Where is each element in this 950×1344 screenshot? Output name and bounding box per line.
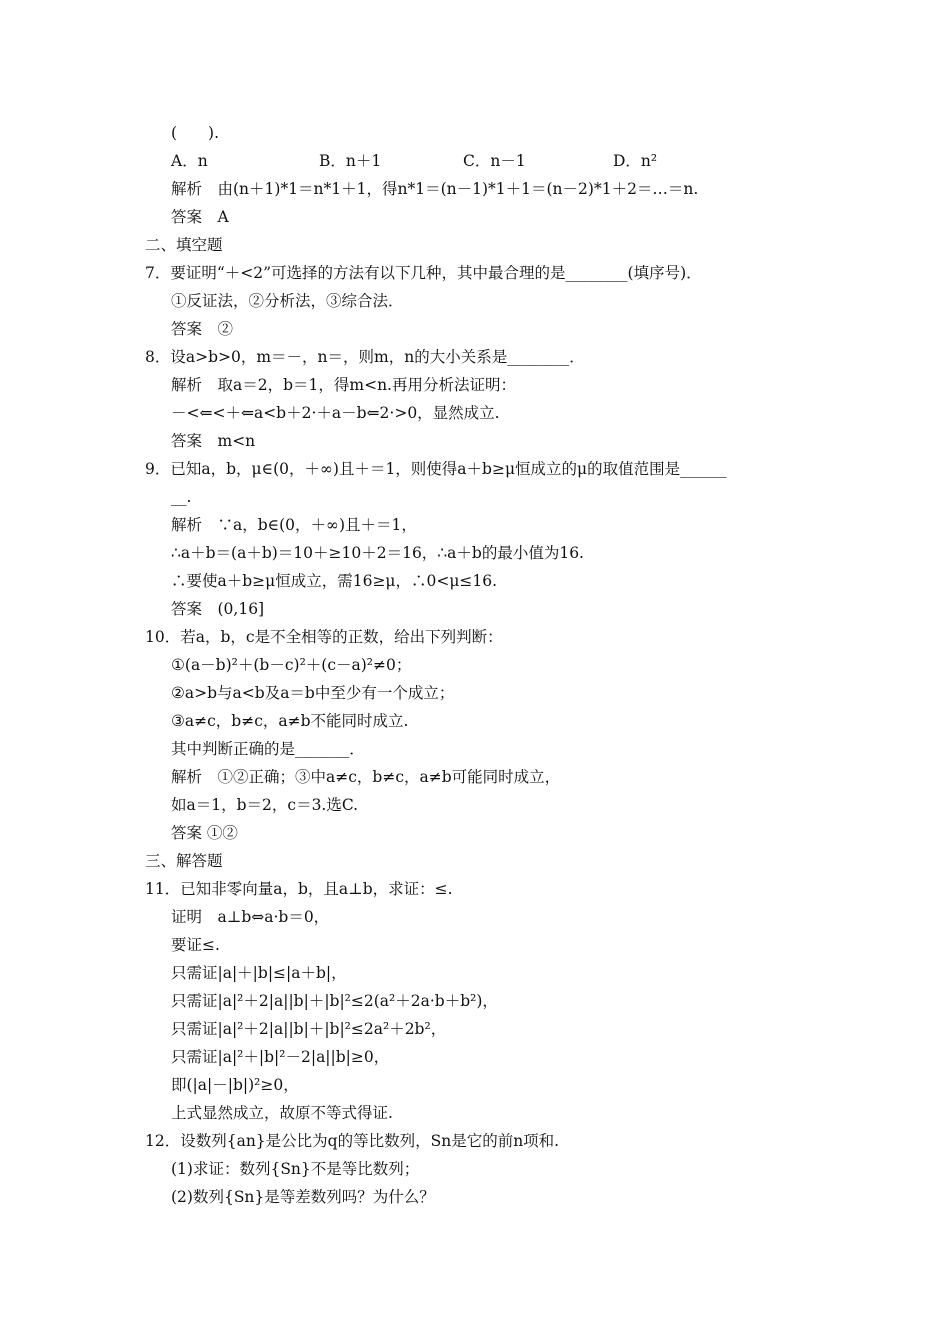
q11-proof-line2: 要证≤. <box>171 936 220 954</box>
q6-option-d: D．n² <box>613 152 658 170</box>
q7-choices: ①反证法，②分析法，③综合法． <box>171 292 404 310</box>
q8-stem: 8．设a>b>0，m＝－，n＝，则m，n的大小关系是________． <box>145 348 585 366</box>
q9-analysis-line1: 解析 ∵a，b∈(0，＋∞)且＋＝1， <box>171 516 417 534</box>
section-heading-fill-in: 二、填空题 <box>145 236 223 254</box>
q11-proof-line5: 只需证|a|²＋2|a||b|＋|b|²≤2a²＋2b²， <box>171 1020 447 1038</box>
q11-proof-line4: 只需证|a|²＋2|a||b|＋|b|²≤2(a²＋2a·b＋b²)， <box>171 992 498 1010</box>
q10-stem: 10．若a，b，c是不全相等的正数，给出下列判断： <box>145 628 503 646</box>
section-heading-solutions: 三、解答题 <box>145 852 223 870</box>
q6-option-a: A．n <box>171 152 208 170</box>
q10-judgment-3: ③a≠c，b≠c，a≠b不能同时成立. <box>171 712 409 730</box>
q9-stem-line1: 9．已知a，b，μ∈(0，＋∞)且＋＝1，则使得a＋b≥μ恒成立的μ的取值范围是______ <box>145 460 727 478</box>
q10-question: 其中判断正确的是_______． <box>171 740 365 758</box>
q10-analysis-line2: 如a＝1，b＝2，c＝3.选C. <box>171 796 359 814</box>
q6-analysis: 解析 由(n＋1)*1＝n*1＋1，得n*1＝(n－1)*1＋1＝(n－2)*1＋2＝…＝n. <box>171 180 699 198</box>
q10-judgment-1: ①(a－b)²＋(b－c)²＋(c－a)²≠0； <box>171 656 412 674</box>
q11-proof-line8: 上式显然成立，故原不等式得证. <box>171 1104 393 1122</box>
q6-option-b: B．n＋1 <box>319 152 382 170</box>
q8-analysis-line1: 解析 取a＝2，b＝1，得m<n.再用分析法证明： <box>171 376 516 394</box>
q9-analysis-line3: ∴要使a＋b≥μ恒成立，需16≥μ，∴0<μ≤16. <box>171 572 498 590</box>
q9-stem-line2: __. <box>171 488 192 506</box>
q10-answer: 答案 ①② <box>171 824 238 842</box>
q8-analysis-line2: －<⇐<＋⇐a<b＋2·＋a－b⇐2·>0，显然成立. <box>171 404 500 422</box>
q11-proof-line6: 只需证|a|²＋|b|²－2|a||b|≥0， <box>171 1048 390 1066</box>
q12-subquestion-2: (2)数列{Sn}是等差数列吗？为什么？ <box>171 1188 435 1206</box>
q9-analysis-line2: ∴a＋b＝(a＋b)＝10＋≥10＋2＝16，∴a＋b的最小值为16. <box>171 544 584 562</box>
q11-proof-line7: 即(|a|－|b|)²≥0， <box>171 1076 299 1094</box>
q7-answer: 答案 ② <box>171 320 234 338</box>
q11-proof-line1: 证明 a⊥b⇔a·b＝0， <box>171 908 330 926</box>
q6-answer: 答案 A <box>171 208 229 226</box>
q11-stem: 11．已知非零向量a，b，且a⊥b，求证：≤. <box>145 880 453 898</box>
q6-option-c: C．n－1 <box>463 152 526 170</box>
q12-subquestion-1: (1)求证：数列{Sn}不是等比数列； <box>171 1160 420 1178</box>
q10-analysis-line1: 解析 ①②正确；③中a≠c，b≠c，a≠b可能同时成立， <box>171 768 561 786</box>
q8-answer: 答案 m<n <box>171 432 256 450</box>
q12-stem: 12．设数列{an}是公比为q的等比数列，Sn是它的前n项和. <box>145 1132 560 1150</box>
q11-proof-line3: 只需证|a|＋|b|≤|a＋b|， <box>171 964 347 982</box>
q6-paren: ( ). <box>171 124 220 142</box>
q9-answer: 答案 (0,16] <box>171 600 265 618</box>
q10-judgment-2: ②a>b与a<b及a＝b中至少有一个成立； <box>171 684 455 702</box>
q7-stem: 7．要证明“＋<2”可选择的方法有以下几种，其中最合理的是________(填序号)． <box>145 264 702 282</box>
